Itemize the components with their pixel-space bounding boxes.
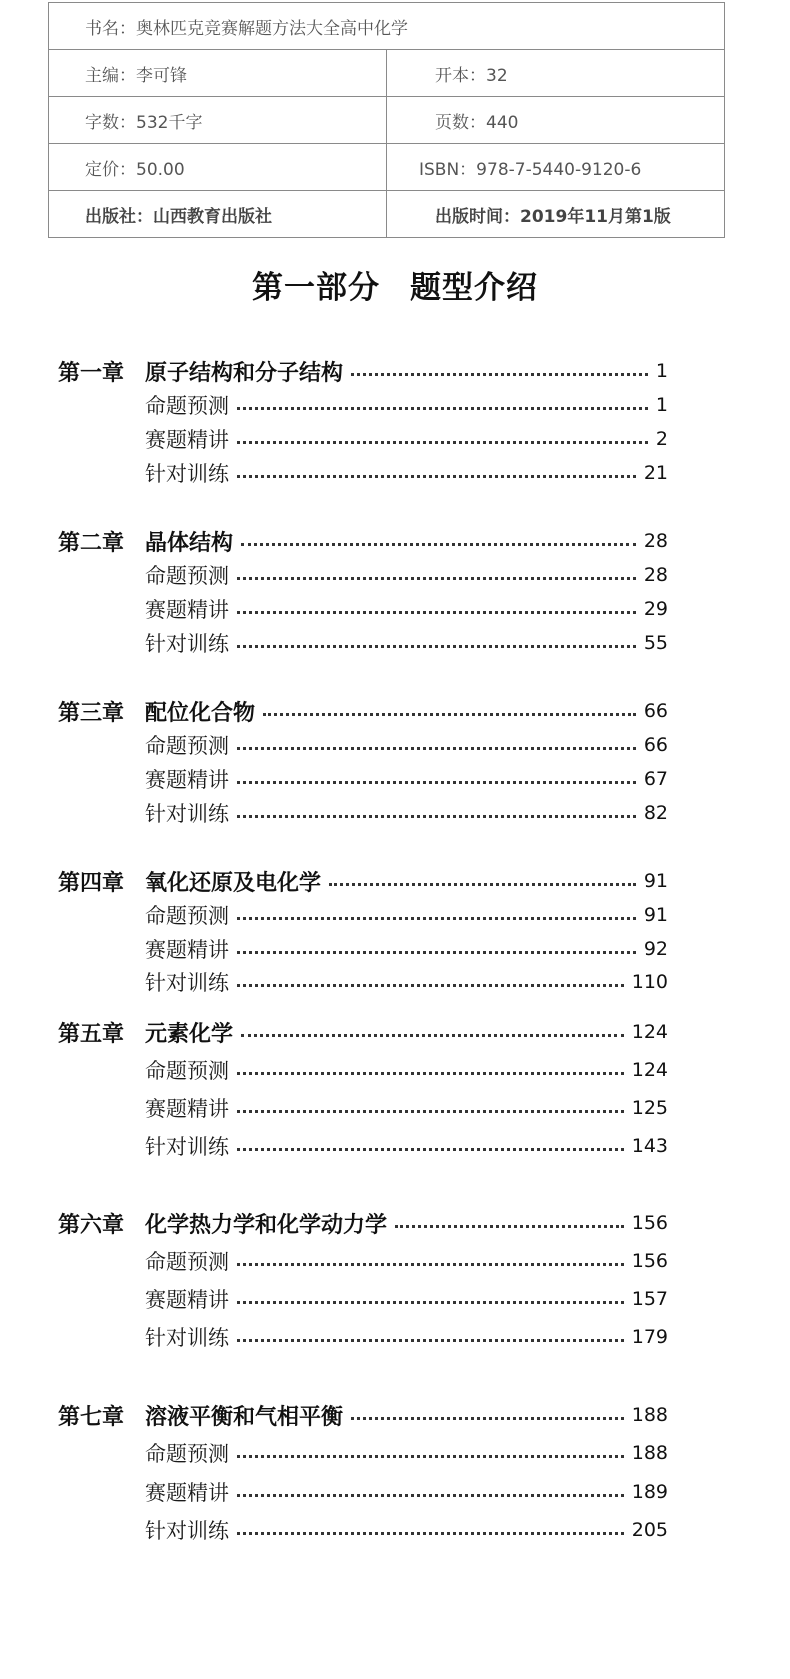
publish-date: 出版时间：2019年11月第1版 — [387, 191, 725, 238]
section-title: 命题预测 — [145, 564, 229, 588]
page-number: 156 — [631, 1250, 668, 1272]
part-heading — [0, 262, 790, 307]
chapter-row — [0, 864, 790, 898]
section-row — [0, 762, 790, 796]
chapter-label: 第二章 — [58, 530, 125, 556]
dot-leader — [237, 1301, 624, 1304]
dot-leader — [237, 577, 636, 580]
section-row — [0, 1436, 790, 1470]
part-label: 第一部分 — [252, 270, 380, 306]
section-row — [0, 728, 790, 762]
section-entry — [145, 1322, 668, 1352]
section-title: 针对训练 — [145, 802, 229, 826]
dot-leader — [395, 1225, 624, 1228]
page-number: 124 — [631, 1059, 668, 1081]
section-title: 赛题精讲 — [145, 598, 229, 622]
page-number: 124 — [631, 1021, 668, 1043]
book-info-table — [48, 2, 725, 238]
dot-leader — [329, 883, 636, 886]
part-title: 题型介绍 — [410, 270, 538, 306]
dot-leader — [237, 1455, 624, 1458]
page-number: 188 — [631, 1404, 668, 1426]
chapter-entry — [145, 1017, 668, 1048]
section-row — [0, 1282, 790, 1316]
section-title: 针对训练 — [145, 1326, 229, 1350]
dot-leader — [237, 1263, 624, 1266]
page-number: 189 — [631, 1481, 668, 1503]
dot-leader — [237, 645, 636, 648]
page-number: 2 — [655, 428, 668, 450]
section-entry — [145, 934, 668, 964]
chapter-row — [0, 1398, 790, 1432]
chapter-label: 第五章 — [58, 1021, 125, 1047]
chapter-row — [0, 354, 790, 388]
section-entry — [145, 424, 668, 454]
section-entry — [145, 594, 668, 624]
section-entry — [145, 560, 668, 590]
editor: 主编：李可锋 — [49, 50, 387, 97]
section-title: 命题预测 — [145, 734, 229, 758]
page-number: 82 — [643, 802, 668, 824]
section-entry — [145, 764, 668, 794]
chapter-title: 氧化还原及电化学 — [145, 870, 322, 896]
section-row — [0, 1320, 790, 1354]
dot-leader — [237, 951, 636, 954]
chapter-title: 元素化学 — [145, 1021, 234, 1047]
page-number: 143 — [631, 1135, 668, 1157]
chapter-label: 第六章 — [58, 1212, 125, 1238]
section-title: 赛题精讲 — [145, 1288, 229, 1312]
section-title: 赛题精讲 — [145, 428, 229, 452]
section-row — [0, 1053, 790, 1087]
chapter-entry — [145, 356, 668, 387]
book-title: 书名：奥林匹克竞赛解题方法大全高中化学 — [49, 3, 725, 50]
dot-leader — [241, 1034, 624, 1037]
page-number: 21 — [643, 462, 668, 484]
dot-leader — [237, 1072, 624, 1075]
dot-leader — [237, 1532, 624, 1535]
dot-leader — [237, 611, 636, 614]
section-title: 针对训练 — [145, 971, 229, 995]
section-row — [0, 796, 790, 830]
page-number: 157 — [631, 1288, 668, 1310]
page-number: 91 — [643, 904, 668, 926]
section-entry — [145, 900, 668, 930]
page-number: 67 — [643, 768, 668, 790]
section-row — [0, 1244, 790, 1278]
page-number: 28 — [643, 530, 668, 552]
dot-leader — [351, 373, 648, 376]
section-title: 命题预测 — [145, 1059, 229, 1083]
page-number: 179 — [631, 1326, 668, 1348]
price: 定价：50.00 — [49, 144, 387, 191]
page-number: 66 — [643, 700, 668, 722]
section-row — [0, 592, 790, 626]
chapter-label: 第七章 — [58, 1404, 125, 1430]
section-title: 赛题精讲 — [145, 1481, 229, 1505]
isbn: ISBN：978-7-5440-9120-6 — [387, 144, 725, 191]
dot-leader — [351, 1417, 624, 1420]
dot-leader — [237, 917, 636, 920]
section-entry — [145, 1477, 668, 1507]
section-title: 针对训练 — [145, 1519, 229, 1543]
section-row — [0, 626, 790, 660]
section-entry — [145, 628, 668, 658]
dot-leader — [237, 475, 636, 478]
section-entry — [145, 1093, 668, 1123]
chapter-entry — [145, 696, 668, 727]
section-entry — [145, 458, 668, 488]
section-row — [0, 1129, 790, 1163]
section-entry — [145, 1284, 668, 1314]
chapter-entry — [145, 1208, 668, 1239]
section-title: 命题预测 — [145, 1250, 229, 1274]
section-entry — [145, 1055, 668, 1085]
page-count: 页数：440 — [387, 97, 725, 144]
page-number: 1 — [655, 360, 668, 382]
dot-leader — [237, 407, 648, 410]
page-number: 29 — [643, 598, 668, 620]
section-title: 针对训练 — [145, 1135, 229, 1159]
section-title: 针对训练 — [145, 462, 229, 486]
section-row — [0, 898, 790, 932]
section-row — [0, 558, 790, 592]
chapter-row — [0, 524, 790, 558]
dot-leader — [237, 747, 636, 750]
section-row — [0, 388, 790, 422]
section-title: 赛题精讲 — [145, 768, 229, 792]
section-entry — [145, 730, 668, 760]
section-entry — [145, 1438, 668, 1468]
section-entry — [145, 1131, 668, 1161]
dot-leader — [237, 441, 648, 444]
chapter-label: 第四章 — [58, 870, 125, 896]
page-number: 55 — [643, 632, 668, 654]
page-number: 1 — [655, 394, 668, 416]
page-number: 188 — [631, 1442, 668, 1464]
section-entry — [145, 1246, 668, 1276]
publisher: 出版社：山西教育出版社 — [49, 191, 387, 238]
chapter-row — [0, 1206, 790, 1240]
page-number: 125 — [631, 1097, 668, 1119]
section-entry — [145, 1515, 668, 1545]
chapter-label: 第一章 — [58, 360, 125, 386]
section-row — [0, 1513, 790, 1547]
section-row — [0, 965, 790, 999]
dot-leader — [237, 1110, 624, 1113]
book-format: 开本：32 — [387, 50, 725, 97]
section-title: 命题预测 — [145, 394, 229, 418]
chapter-title: 晶体结构 — [145, 530, 234, 556]
dot-leader — [237, 984, 624, 987]
dot-leader — [237, 781, 636, 784]
section-row — [0, 422, 790, 456]
page-number: 205 — [631, 1519, 668, 1541]
dot-leader — [237, 815, 636, 818]
section-row — [0, 1475, 790, 1509]
chapter-title: 溶液平衡和气相平衡 — [145, 1404, 344, 1430]
dot-leader — [263, 713, 636, 716]
chapter-title: 化学热力学和化学动力学 — [145, 1212, 388, 1238]
word-count: 字数：532千字 — [49, 97, 387, 144]
dot-leader — [237, 1339, 624, 1342]
page-number: 66 — [643, 734, 668, 756]
chapter-row — [0, 1015, 790, 1049]
section-title: 赛题精讲 — [145, 938, 229, 962]
page-number: 156 — [631, 1212, 668, 1234]
chapter-title: 配位化合物 — [145, 700, 256, 726]
section-entry — [145, 967, 668, 997]
section-row — [0, 1091, 790, 1125]
chapter-entry — [145, 866, 668, 897]
section-title: 赛题精讲 — [145, 1097, 229, 1121]
section-title: 命题预测 — [145, 1442, 229, 1466]
chapter-row — [0, 694, 790, 728]
dot-leader — [237, 1148, 624, 1151]
page-number: 110 — [631, 971, 668, 993]
dot-leader — [241, 543, 636, 546]
section-title: 针对训练 — [145, 632, 229, 656]
section-entry — [145, 798, 668, 828]
page-number: 92 — [643, 938, 668, 960]
section-title: 命题预测 — [145, 904, 229, 928]
section-row — [0, 932, 790, 966]
page-number: 28 — [643, 564, 668, 586]
section-entry — [145, 390, 668, 420]
section-row — [0, 456, 790, 490]
chapter-label: 第三章 — [58, 700, 125, 726]
chapter-entry — [145, 1400, 668, 1431]
dot-leader — [237, 1494, 624, 1497]
chapter-entry — [145, 526, 668, 557]
chapter-title: 原子结构和分子结构 — [145, 360, 344, 386]
page-number: 91 — [643, 870, 668, 892]
